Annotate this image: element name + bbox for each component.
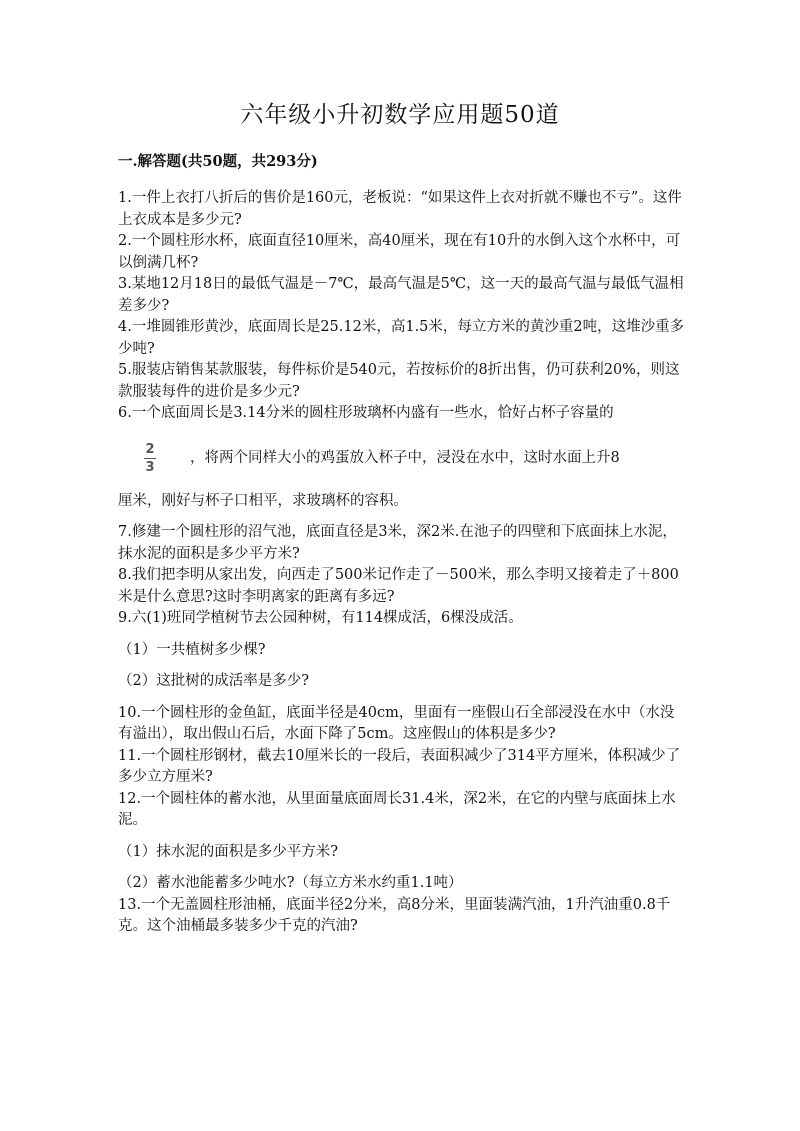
question-13: 13.一个无盖圆柱形油桶，底面半径2分米，高8分米，里面装满汽油，1升汽油重0.8千克。这个油桶最多装多少千克的汽油?: [118, 896, 671, 934]
question-9-part-1: （1）一共植树多少棵?: [118, 641, 266, 658]
question-6-line-3: 厘米，刚好与杯子口相平，求玻璃杯的容积。: [118, 492, 408, 509]
question-1: 1.一件上衣打八折后的售价是160元，老板说：“如果这件上衣对折就不赚也不亏”。这件上衣成本是多少元?: [118, 190, 682, 228]
fraction-denominator: 3: [145, 460, 155, 475]
question-7: 7.修建一个圆柱形的沼气池，底面直径是3米，深2米.在池子的四壁和下底面抹上水泥，抹水泥的面积是多少平方米?: [118, 524, 677, 562]
page-title: 六年级小升初数学应用题50道: [240, 102, 560, 128]
question-5: 5.服装店销售某款服装，每件标价是540元，若按标价的8折出售，仍可获利20%，则这款服装每件的进价是多少元?: [118, 362, 680, 400]
question-2: 2.一个圆柱形水杯，底面直径10厘米，高40厘米，现在有10升的水倒入这个水杯中，可以倒满几杯?: [118, 233, 681, 271]
fraction-numerator: 2: [145, 442, 155, 457]
question-list: [118, 188, 688, 938]
question-11: 11.一个圆柱形钢材，截去10厘米长的一段后，表面积减少了314平方厘米，体积减少了多少立方厘米?: [118, 747, 681, 785]
question-9: 9.六(1)班同学植树节去公园种树，有114棵成活，6棵没成活。: [118, 610, 523, 626]
question-12: 12.一个圆柱体的蓄水池，从里面量底面周长31.4米，深2米，在它的内壁与底面抹上水泥。: [118, 790, 676, 828]
question-8: 8.我们把李明从家出发，向西走了500米记作走了－500米，那么李明又接着走了＋800米是什么意思?这时李明离家的距离有多远?: [118, 567, 679, 605]
question-12-part-1: （1）抹水泥的面积是多少平方米?: [118, 843, 338, 860]
question-3: 3.某地12月18日的最低气温是－7℃，最高气温是5℃，这一天的最高气温与最低气温相差多少?: [118, 276, 684, 314]
question-4: 4.一堆圆锥形黄沙，底面周长是25.12米，高1.5米，每立方米的黄沙重2吨，这堆沙重多少吨?: [118, 319, 685, 357]
fraction-two-thirds: [144, 442, 156, 475]
question-6-line-2: ，将两个同样大小的鸡蛋放入杯子中，浸没在水中，这时水面上升8: [190, 449, 620, 466]
question-10: 10.一个圆柱形的金鱼缸，底面半径是40cm，里面有一座假山石全部浸没在水中（水没有溢出），取出假山石后，水面下降了5cm。这座假山的体积是多少?: [118, 704, 675, 742]
question-6-line-1: 6.一个底面周长是3.14分米的圆柱形玻璃杯内盛有一些水，恰好占杯子容量的: [118, 405, 614, 421]
section-heading: 一.解答题(共50题，共293分): [118, 153, 318, 170]
question-9-part-2: （2）这批树的成活率是多少?: [118, 673, 309, 689]
fraction-bar: [144, 458, 156, 459]
question-12-part-2: （2）蓄水池能蓄多少吨水?（每立方米水约重1.1吨）: [118, 875, 463, 891]
question-6-fraction-row: [118, 431, 688, 487]
